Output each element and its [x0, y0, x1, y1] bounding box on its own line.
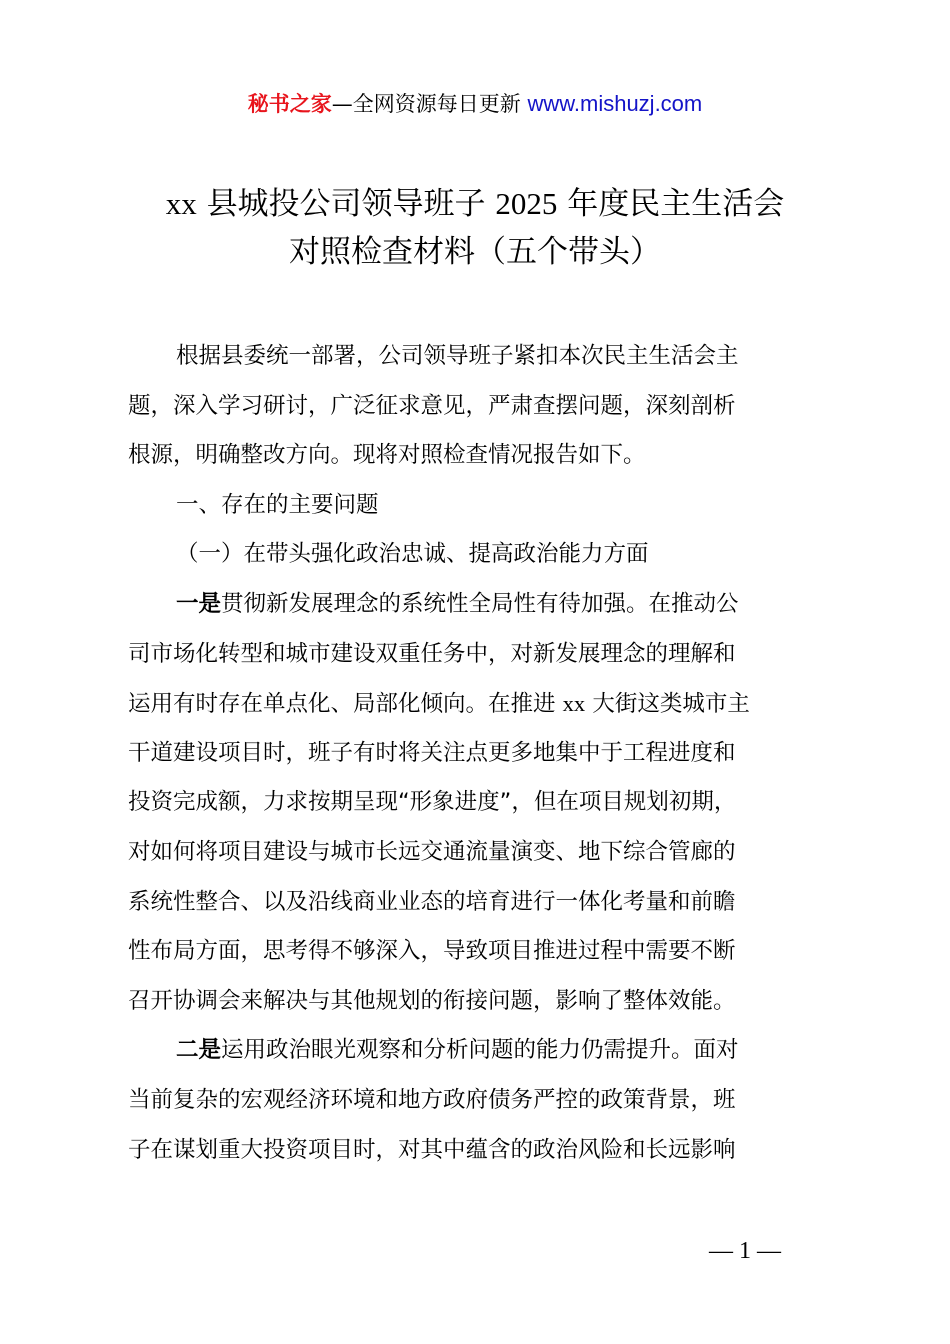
point-one-paragraph: 一是贯彻新发展理念的系统性全局性有待加强。在推动公 司市场化转型和城市建设双重任务中，对新发展理念的理解和 运用有时存在单点化、局部化倾向。在推进 xx 大街这类城市主 干道建设项目时，班子有时将关注点更多地集中于工程进度和 投资完成额，力求按期呈现“形象进度”，但在项目规划初期， 对如何将项目建设与城市长远交通流量演变、地下综合管廊的 系统性整合、以及沿线商业业态的培育进行一体化考量和前瞻 性布局方面，思考得不够深入，导致项目推进过程中需要不断 召开协调会来解决与其他规划的衔接问题，影响了整体效能。 — [128, 590, 750, 1014]
point-lead: 一是 — [176, 590, 222, 617]
header-slogan: —全网资源每日更新 — [331, 92, 521, 116]
intro-paragraph: 根据县委统一部署，公司领导班子紧扣本次民主生活会主 题，深入学习研讨，广泛征求意见，严肃查摆问题，深刻剖析 根源，明确整改方向。现将对照检查情况报告如下。 — [128, 343, 739, 469]
site-header — [0, 88, 950, 120]
title-line-2: 对照检查材料（五个带头） — [289, 234, 661, 270]
page-number: — 1 — — [709, 1238, 781, 1264]
section-heading: 一、存在的主要问题 — [176, 491, 379, 518]
document-title — [0, 180, 950, 276]
brand-name: 秘书之家 — [247, 92, 332, 116]
site-url-link[interactable]: www.mishuzj.com — [527, 91, 703, 116]
document-body — [128, 332, 848, 1175]
subsection-heading: （一）在带头强化政治忠诚、提高政治能力方面 — [176, 541, 649, 568]
point-two-paragraph: 二是运用政治眼光观察和分析问题的能力仍需提升。面对 当前复杂的宏观经济环境和地方政府债务严控的政策背景，班 子在谋划重大投资项目时，对其中蕴含的政治风险和长远影响 — [128, 1037, 739, 1163]
title-line-1: xx 县城投公司领导班子 2025 年度民主生活会 — [165, 186, 785, 222]
point-lead: 二是 — [176, 1037, 222, 1064]
